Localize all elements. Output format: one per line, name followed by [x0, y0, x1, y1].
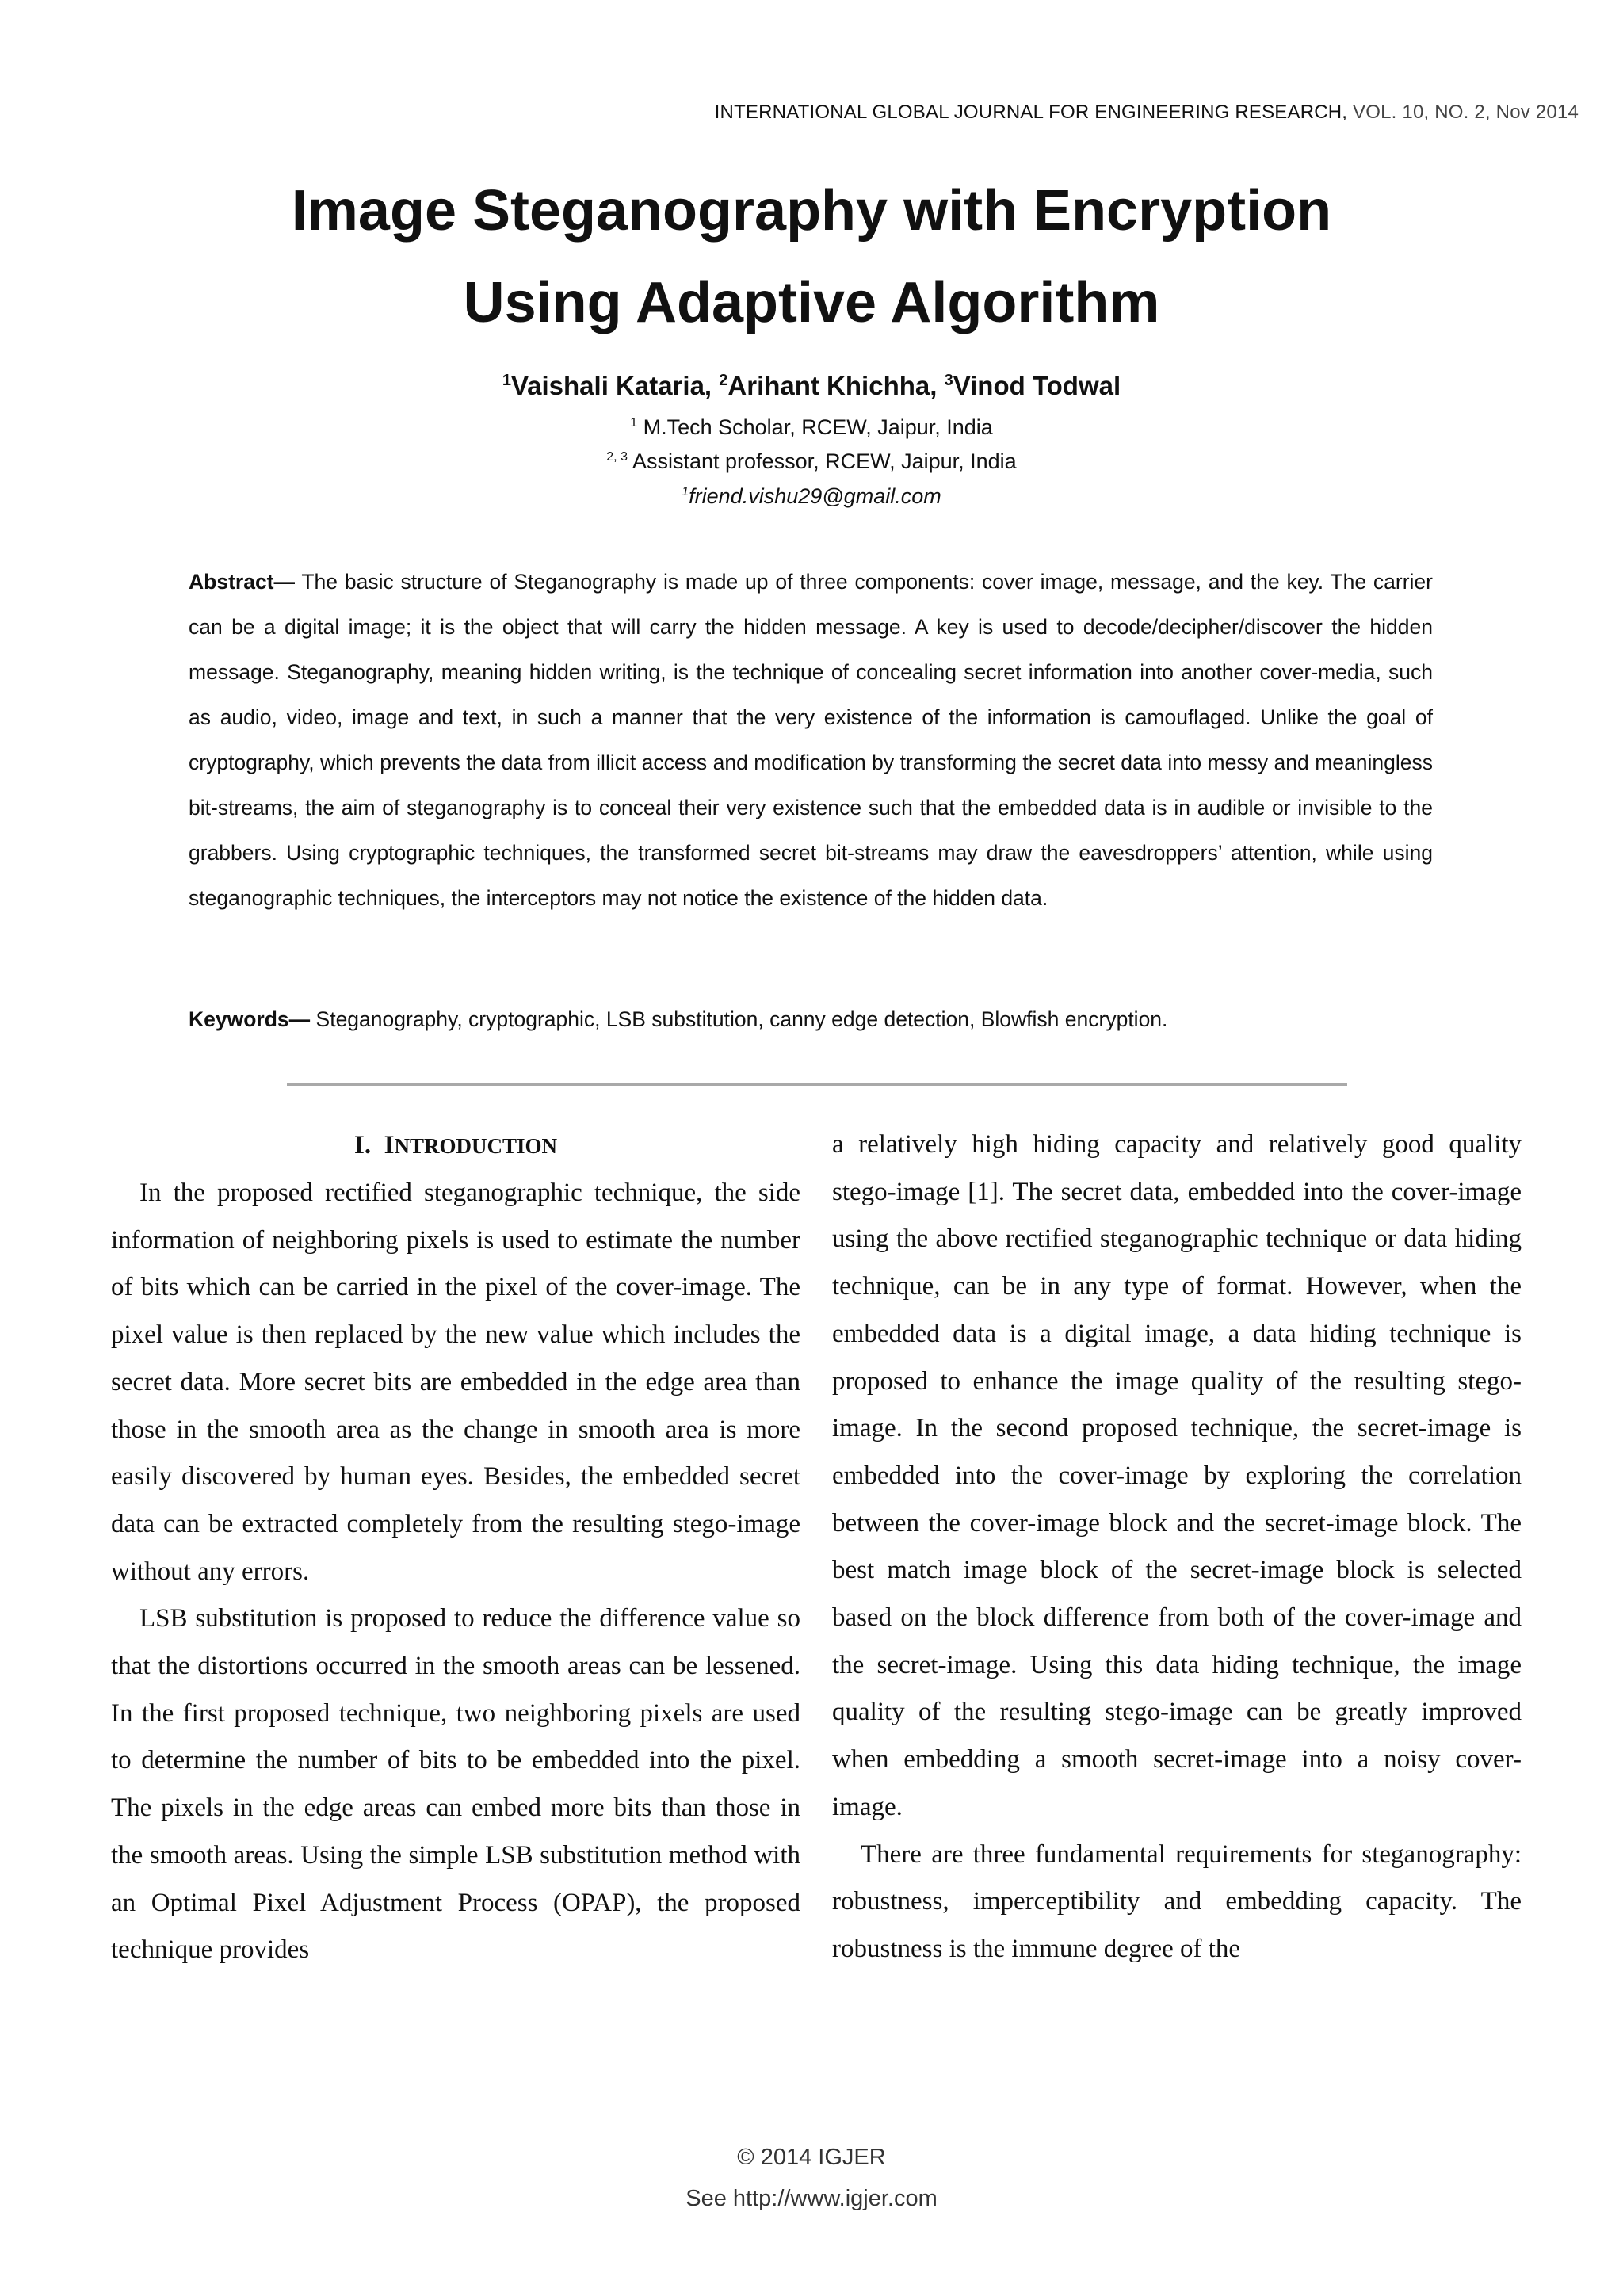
page-footer — [0, 2137, 1623, 2219]
title-line-2: Using Adaptive Algorithm — [463, 271, 1160, 334]
abstract-label: Abstract— — [189, 570, 296, 594]
affiliation-1-text: M.Tech Scholar, RCEW, Jaipur, India — [643, 415, 993, 439]
author-3 — [945, 371, 1121, 400]
author-2-sup: 2 — [719, 372, 728, 389]
affiliation-2-text: Assistant professor, RCEW, Jaipur, India — [632, 449, 1017, 473]
body-paragraph-1: In the proposed rectified steganographic technique, the side information of neighboring pixels is used to estimate the number of bits which can be carried in the pixel of the cover-image. The pixel value is then replaced by the new value which includes the secret data. More secret bits are embedded in the edge area than those in the smooth area as the change in smooth area is more easily discovered by human eyes. Besides, the embedded secret data can be extracted completely from the resulting stego-image without any errors. — [111, 1179, 800, 1586]
journal-running-header — [715, 101, 1579, 124]
author-2 — [719, 371, 937, 400]
journal-link[interactable]: See http://www.igjer.com — [685, 2186, 938, 2211]
journal-name: INTERNATIONAL GLOBAL JOURNAL FOR ENGINEERING RESEARCH, — [714, 101, 1348, 123]
section-number: I. — [354, 1131, 372, 1159]
author-3-name: Vinod Todwal — [953, 371, 1121, 400]
section-divider — [287, 1083, 1347, 1086]
keywords-text: Steganography, cryptographic, LSB substitution, canny edge detection, Blowfish encryption. — [315, 1007, 1168, 1031]
email-text: friend.vishu29@gmail.com — [689, 484, 941, 508]
affiliation-1-sup: 1 — [630, 416, 638, 430]
affiliation-2-sup: 2, 3 — [606, 450, 628, 464]
section-title-initial: I — [384, 1131, 395, 1159]
author-email — [0, 484, 1623, 509]
keywords — [189, 1000, 1433, 1038]
left-column — [111, 1121, 800, 1974]
right-column — [832, 1121, 1522, 1973]
copyright-notice: © 2014 IGJER — [737, 2145, 886, 2170]
journal-volume: VOL. 10, NO. 2, Nov 2014 — [1353, 101, 1579, 123]
affiliation-2 — [0, 449, 1623, 474]
abstract-text: The basic structure of Steganography is made up of three components: cover image, message, and the key. The carrier can be a digital image; it is the object that will carry the hidden message. A key is used to decode/decipher/discover the hidden message. Steganography, meaning hidden writing, is the technique of concealing secret information into another cover-media, such as audio, video, image and text, in such a manner that the very existence of the information is camouflaged. Unlike the goal of cryptography, which prevents the data from illicit access and modification by transforming the secret data into messy and meaningless bit-streams, the aim of steganography is to conceal their very existence such that the embedded data is in audible or invisible to the grabbers. Using cryptographic techniques, the transformed secret bit-streams may draw the eavesdroppers’ attention, while using steganographic techniques, the interceptors may not notice the existence of the hidden data. — [189, 570, 1433, 910]
affiliation-1 — [0, 415, 1623, 440]
author-1 — [502, 371, 712, 400]
author-1-sup: 1 — [502, 372, 511, 389]
author-2-name: Arihant Khichha, — [727, 371, 938, 400]
author-3-sup: 3 — [944, 372, 953, 389]
body-paragraph-3: There are three fundamental requirements for steganography: robustness, imperceptibility and embedding capacity. The robustness is the immune degree of the — [832, 1839, 1522, 1963]
body-paragraph-2-part-1: LSB substitution is proposed to reduce the difference value so that the distortions occurred in the smooth areas can be lessened. In the first proposed technique, two neighboring pixels are used to determine the number of bits to be embedded into the pixel. The pixels in the edge areas can embed more bits than those in the smooth areas. Using the simple LSB substitution method with an Optimal Pixel Adjustment Process (OPAP), the proposed technique provides — [111, 1604, 800, 1965]
paper-title — [0, 165, 1623, 349]
section-title-rest: NTRODUCTION — [394, 1134, 557, 1158]
section-heading-introduction — [111, 1121, 800, 1170]
author-1-name: Vaishali Kataria, — [510, 371, 712, 400]
keywords-label: Keywords— — [189, 1007, 311, 1031]
author-list — [0, 371, 1623, 401]
email-sup: 1 — [682, 485, 689, 499]
body-paragraph-2-part-2: a relatively high hiding capacity and relatively good quality stego-image [1]. The secret data, embedded into the cover-image using the above rectified steganographic technique or data hiding technique, can be in any type of format. However, when the embedded data is a digital image, a data hiding technique is proposed to enhance the image quality of the resulting stego-image. In the second proposed technique, the secret-image is embedded into the cover-image by exploring the correlation between the cover-image block and the secret-image block. The best match image block of the secret-image block is selected based on the block difference from both of the cover-image and the secret-image. Using this data hiding technique, the image quality of the resulting stego-image can be greatly improved when embedding a smooth secret-image into a noisy cover-image. — [832, 1130, 1522, 1821]
abstract — [189, 560, 1433, 921]
title-line-1: Image Steganography with Encryption — [291, 179, 1332, 243]
